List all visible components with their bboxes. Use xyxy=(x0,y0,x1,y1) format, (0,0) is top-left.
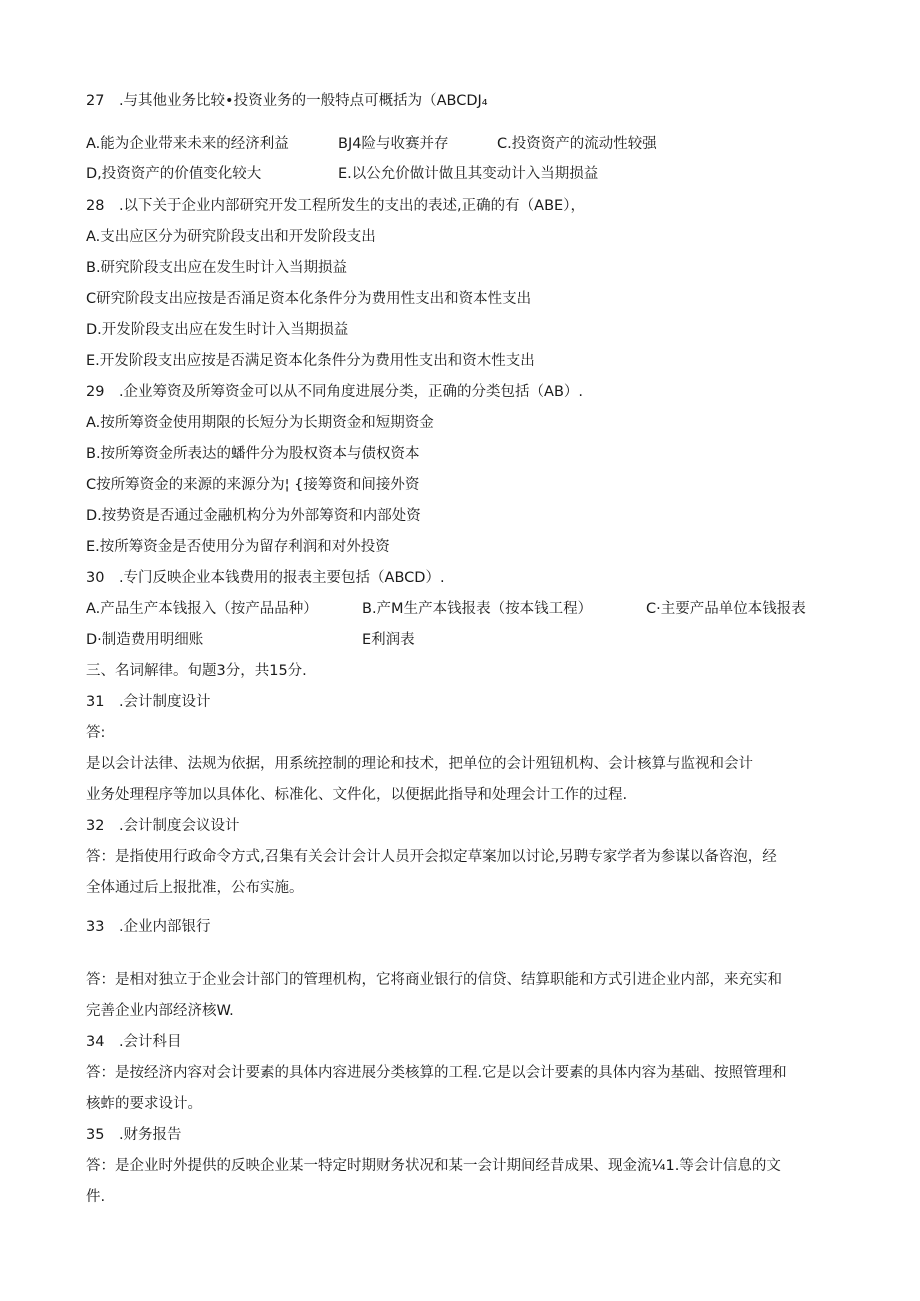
q27-stem: 27 .与其他业务比较•投资业务的一般特点可概括为（ABCDJ₄ xyxy=(86,93,488,109)
q35-title: 35 .财务报告 xyxy=(86,1127,182,1143)
q33-answer-line-1: 答：是相对独立于企业会计部门的管理机构，它将商业银行的信贷、结算职能和方式引进企业内部，来充实和 xyxy=(86,972,782,988)
q30-option-e: E利润表 xyxy=(362,632,415,648)
q30-option-b: B.产M生产本钱报表（按本钱工程） xyxy=(362,601,593,617)
q35-answer-line-1: 答：是企业时外提供的反映企业某一特定时期财务状况和某一会计期间经昔成果、现金流¼1.等会计信息的文 xyxy=(86,1158,781,1174)
q28-stem: 28 .以下关于企业内部研究开发工程所发生的支出的表述,正确的有（ABE）， xyxy=(86,198,585,214)
q28-option-b: B.研究阶段支出应在发生时计入当期损益 xyxy=(86,260,348,276)
q34-answer-line-2: 核蚱的要求设计。 xyxy=(86,1096,202,1112)
q28-option-a: A.支出应区分为研究阶段支出和开发阶段支出 xyxy=(86,229,376,245)
q29-option-c: C按所筹资金的来源的来源分为¦ {接筹资和间接外资 xyxy=(86,477,420,493)
q27-option-a: A.能为企业带来未来的经济利益 xyxy=(86,136,289,152)
q28-option-d: D.开发阶段支出应在发生时计入当期损益 xyxy=(86,322,349,338)
q30-stem: 30 .专门反映企业本钱费用的报表主要包括（ABCD）. xyxy=(86,570,445,586)
q33-title: 33 .企业内部银行 xyxy=(86,919,211,935)
q27-option-c: C.投资资产的流动性较强 xyxy=(497,136,657,152)
q31-answer-line-2: 业务处理程序等加以具体化、标准化、文件化，以便据此指导和处理会计工作的过程. xyxy=(86,787,628,803)
q27-option-e: E.以公允价做计做且其变动计入当期损益 xyxy=(338,166,599,182)
q30-option-a: A.产品生产本钱报入（按产品品种） xyxy=(86,601,318,617)
q29-stem: 29 .企业筹资及所筹资金可以从不同角度进展分类，正确的分类包括（AB）. xyxy=(86,384,584,400)
q34-title: 34 .会计科目 xyxy=(86,1034,182,1050)
q29-option-b: B.按所筹资金所表达的蟠件分为股权资本与债权资本 xyxy=(86,446,420,462)
q35-answer-line-2: 件. xyxy=(86,1189,106,1205)
q32-answer-line-1: 答：是指使用行政命令方式,召集有关会计会计人员开会拟定草案加以讨论,另聘专家学者为参谋以备咨泡，经 xyxy=(86,849,777,865)
q31-answer-label: 答: xyxy=(86,725,106,741)
q27-option-b: BJ4险与收赛并存 xyxy=(338,136,449,152)
q27-option-d: D,投资资产的价值变化较大 xyxy=(86,166,262,182)
q33-answer-line-2: 完善企业内部经济核W. xyxy=(86,1003,234,1019)
q30-option-d: D·制造费用明细账 xyxy=(86,632,204,648)
q32-title: 32 .会计制度会议设计 xyxy=(86,818,240,834)
q31-answer-line-1: 是以会计法律、法规为依据，用系统控制的理论和技术，把单位的会计殂钮机构、会计核算与监视和会计 xyxy=(86,756,753,772)
q29-option-d: D.按势资是否通过金融机构分为外部筹资和内部处资 xyxy=(86,508,421,524)
q30-option-c: C·主要产品单位本钱报表 xyxy=(646,601,806,617)
q29-option-e: E.按所筹资金是否使用分为留存利润和对外投资 xyxy=(86,539,390,555)
q29-option-a: A.按所筹资金使用期限的长短分为长期资金和短期资金 xyxy=(86,415,434,431)
q28-option-e: E.开发阶段支出应按是否满足资本化条件分为费用性支出和资木性支出 xyxy=(86,353,535,369)
q32-answer-line-2: 全体通过后上报批准，公布实施。 xyxy=(86,880,304,896)
section-heading: 三、名词解律。旬题3分，共15分. xyxy=(86,663,307,679)
q28-option-c: C研究阶段支出应按是否涌足资本化条件分为费用性支出和资本性支出 xyxy=(86,291,532,307)
q34-answer-line-1: 答：是按经济内容对会计要素的具体内容进展分类核算的工程.它是以会计要素的具体内容为基础、按照管理和 xyxy=(86,1065,787,1081)
q31-title: 31 .会计制度设计 xyxy=(86,694,211,710)
